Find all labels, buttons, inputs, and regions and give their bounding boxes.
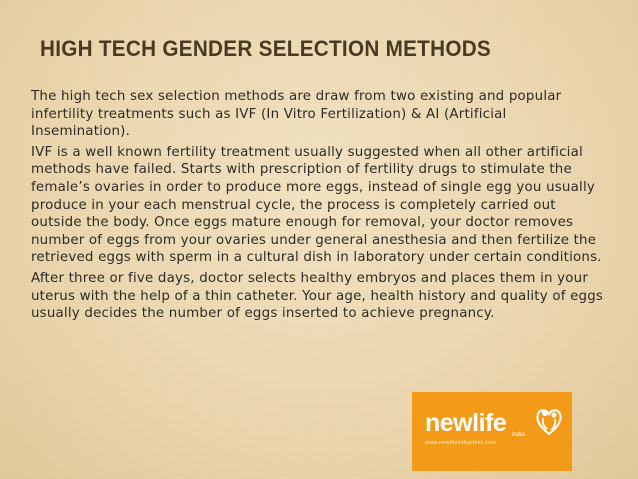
newlife-logo [412, 392, 572, 471]
slide-body [31, 88, 606, 326]
paragraph-3: After three or five days, doctor selects healthy embryos and places them in your uterus with the help of a thin catheter. Your age, health history and quality of eggs usually decides the number of eggs inserted to achieve pregnancy. [31, 270, 604, 322]
logo-url: www.newlifeindiaclinic.com [425, 440, 497, 446]
logo-wordmark: newlife [425, 409, 507, 437]
paragraph-2: IVF is a well known fertility treatment usually suggested when all other artificial methods have failed. Starts with prescription of fertility drugs to stimulate the female’s ovaries in order to produce more eggs, instead of single egg you usually produce in your each menstrual cycle, the process is completely carried out outside the body. Once eggs mature enough for removal, your doctor removes number of eggs from your ovaries under general anesthesia and then fertilize the retrieved eggs with sperm in a cultural dish in laboratory under certain conditions. [31, 144, 602, 266]
couple-heart-icon [533, 404, 565, 438]
paragraph-1: The high tech sex selection methods are draw from two existing and popular infertility treatments such as IVF (In Vitro Fertilization) & AI (Artificial Insemination). [31, 89, 562, 140]
logo-subtext: india [512, 432, 525, 438]
slide-title: HIGH TECH GENDER SELECTION METHODS [40, 36, 492, 61]
